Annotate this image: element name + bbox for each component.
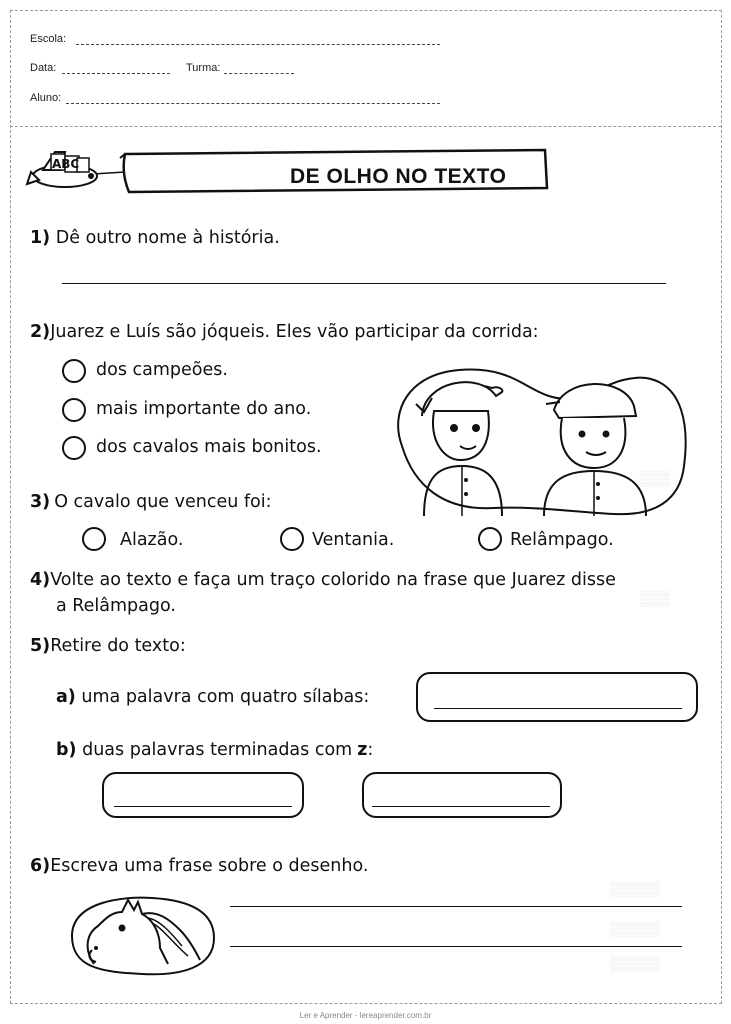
question-1-text: Dê outro nome à história. (55, 228, 280, 248)
answer-line-q5a (434, 708, 682, 709)
date-field[interactable] (62, 73, 170, 74)
answer-box-q5a[interactable] (416, 672, 698, 722)
horse-illustration (62, 890, 222, 980)
question-2-text: Juarez e Luís são jóqueis. Eles vão participar da corrida: (50, 322, 539, 342)
question-4-text-line2: a Relâmpago. (56, 596, 176, 616)
question-2 (30, 322, 539, 342)
radio-q2-option-2[interactable] (62, 398, 86, 422)
question-5b-colon: : (367, 740, 374, 760)
school-field[interactable] (76, 44, 440, 45)
answer-box-q5b-1[interactable] (102, 772, 304, 818)
radio-q2-option-1[interactable] (62, 359, 86, 383)
class-field[interactable] (224, 73, 294, 74)
answer-line-q1[interactable] (62, 283, 666, 284)
q3-option-3-label: Relâmpago. (510, 530, 614, 550)
question-5b-label: b) (56, 740, 77, 760)
question-3-number: 3) (30, 492, 51, 512)
question-5b (56, 740, 373, 760)
question-3-text: O cavalo que venceu foi: (54, 492, 272, 512)
header-separator (10, 126, 721, 127)
question-5a (56, 687, 369, 707)
q3-option-1-label: Alazão. (120, 530, 184, 550)
class-label: Turma: (186, 62, 221, 74)
q2-option-2-label: mais importante do ano. (96, 399, 312, 419)
answer-line-q6-1[interactable] (230, 906, 682, 907)
q2-option-1-label: dos campeões. (96, 360, 228, 380)
footer-credit: Ler e Aprender - lereaprender.com.br (299, 1011, 432, 1020)
q2-option-3-label: dos cavalos mais bonitos. (96, 437, 322, 457)
boy-right-drawing (544, 384, 646, 516)
answer-line-q5b-2 (372, 806, 550, 807)
question-1 (30, 228, 280, 248)
banner-title: DE OLHO NO TEXTO (290, 165, 507, 188)
school-label: Escola: (30, 33, 67, 45)
question-4 (30, 570, 616, 590)
answer-box-q5b-2[interactable] (362, 772, 562, 818)
question-5 (30, 636, 186, 656)
question-6 (30, 856, 368, 876)
question-5a-label: a) (56, 687, 76, 707)
question-6-text: Escreva uma frase sobre o desenho. (50, 856, 369, 876)
radio-q3-option-3[interactable] (478, 527, 502, 551)
student-label: Aluno: (30, 92, 62, 104)
question-4-text-line1: Volte ao texto e faça um traço colorido na frase que Juarez disse (50, 570, 616, 590)
horse-head-drawing (88, 900, 200, 964)
radio-q3-option-1[interactable] (82, 527, 106, 551)
radio-q2-option-3[interactable] (62, 436, 86, 460)
question-5a-text: uma palavra com quatro sílabas: (81, 687, 370, 707)
question-5-text: Retire do texto: (50, 636, 186, 656)
question-6-number: 6) (30, 856, 51, 876)
question-5-number: 5) (30, 636, 51, 656)
q3-option-2-label: Ventania. (312, 530, 395, 550)
boy-left-drawing (416, 382, 502, 516)
question-4-number: 4) (30, 570, 51, 590)
date-label: Data: (30, 62, 57, 74)
question-5b-text: duas palavras terminadas com (82, 740, 353, 760)
answer-line-q6-2[interactable] (230, 946, 682, 947)
question-2-number: 2) (30, 322, 51, 342)
question-5b-letter: z (357, 740, 368, 760)
radio-q3-option-2[interactable] (280, 527, 304, 551)
question-1-number: 1) (30, 228, 51, 248)
question-3 (30, 492, 272, 512)
jockeys-illustration (384, 356, 690, 516)
answer-line-q5b-1 (114, 806, 292, 807)
student-field[interactable] (66, 103, 440, 104)
plane-letters: ABC (52, 157, 80, 171)
